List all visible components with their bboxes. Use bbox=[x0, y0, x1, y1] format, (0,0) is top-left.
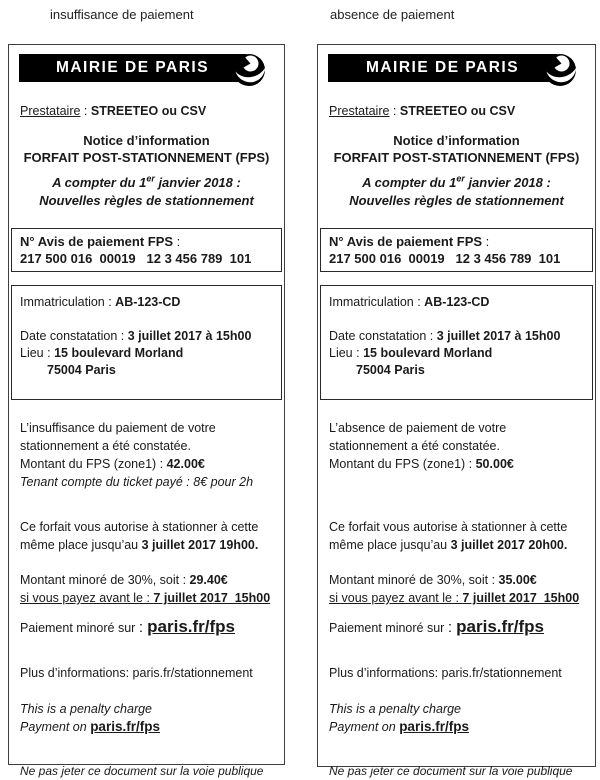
vehicle-details-box bbox=[11, 285, 282, 400]
forfait-deadline: 3 juillet 2017 19h00. bbox=[141, 538, 259, 552]
montant-minore-value: 29.40€ bbox=[189, 573, 228, 587]
montant-minore-line: Montant minoré de 30%, soit : 29.40€ bbox=[20, 573, 228, 587]
constat-paragraph: L’absence de paiement de votre stationnement a été constatée. Montant du FPS (zone1) : 50.00€ bbox=[329, 419, 584, 491]
lieu-line: Lieu : 15 boulevard Morland bbox=[20, 346, 184, 360]
date-constatation-value: 3 juillet 2017 à 15h00 bbox=[436, 329, 561, 343]
avis-paiement-box bbox=[11, 228, 282, 272]
immatriculation-value: AB-123-CD bbox=[115, 295, 181, 309]
penalty-charge-block: This is a penalty charge Payment on paris.fr/fps bbox=[329, 702, 469, 734]
immatriculation-line: Immatriculation : AB-123-CD bbox=[20, 295, 181, 309]
payez-avant-date: 7 juillet 2017 15h00 bbox=[462, 591, 580, 605]
subtitle-line-2: Nouvelles règles de stationnement bbox=[39, 193, 254, 208]
montant-minore-line: Montant minoré de 30%, soit : 35.00€ bbox=[329, 573, 537, 587]
date-constatation-line: Date constatation : 3 juillet 2017 à 15h00 bbox=[329, 329, 561, 343]
montant-fps-value: 42.00€ bbox=[166, 457, 205, 471]
caption-insuffisance-de-paiement: insuffisance de paiement bbox=[50, 7, 194, 22]
paris-fr-fps-link[interactable]: paris.fr/fps bbox=[456, 617, 545, 636]
avis-number: 217 500 016 00019 12 3 456 789 101 bbox=[329, 251, 561, 266]
caption-absence-de-paiement: absence de paiement bbox=[330, 7, 455, 22]
plus-informations-line: Plus d’informations: paris.fr/stationnement bbox=[20, 666, 253, 680]
title-line-1: Notice d’information bbox=[83, 133, 210, 148]
montant-fps-value: 50.00€ bbox=[475, 457, 514, 471]
notice-title bbox=[318, 132, 595, 166]
avis-number: 217 500 016 00019 12 3 456 789 101 bbox=[20, 251, 252, 266]
paris-fr-fps-link[interactable]: paris.fr/fps bbox=[147, 617, 236, 636]
montant-minore-block bbox=[329, 571, 584, 607]
prestataire-label: Prestataire bbox=[329, 104, 390, 118]
mairie-de-paris-banner bbox=[328, 54, 557, 82]
forfait-deadline: 3 juillet 2017 20h00. bbox=[450, 538, 568, 552]
footer-note: Ne pas jeter ce document sur la voie publique bbox=[20, 764, 264, 778]
notice-subtitle bbox=[9, 174, 284, 210]
notice-title bbox=[9, 132, 284, 166]
immatriculation-line: Immatriculation : AB-123-CD bbox=[329, 295, 490, 309]
prestataire-line: Prestataire : STREETEO ou CSV bbox=[20, 104, 207, 118]
immatriculation-value: AB-123-CD bbox=[424, 295, 490, 309]
constat-paragraph: L’insuffisance du paiement de votre stationnement a été constatée. Montant du FPS (zone1) : 42.00€ Tenant compte du ticket payé : 8€ pour 2h bbox=[20, 419, 273, 491]
date-constatation-line: Date constatation : 3 juillet 2017 à 15h00 bbox=[20, 329, 252, 343]
date-constatation-value: 3 juillet 2017 à 15h00 bbox=[127, 329, 252, 343]
mairie-de-paris-banner bbox=[19, 54, 246, 82]
banner-title: MAIRIE DE PARIS bbox=[55, 59, 210, 76]
title-line-2: FORFAIT POST-STATIONNEMENT (FPS) bbox=[333, 150, 580, 165]
paiement-minore-line: Paiement minoré sur : paris.fr/fps bbox=[20, 617, 236, 636]
ticket-note bbox=[329, 473, 584, 491]
notice-absence bbox=[317, 44, 596, 778]
montant-fps-line: Montant du FPS (zone1) : 42.00€ bbox=[20, 457, 205, 471]
vehicle-details-box bbox=[320, 285, 593, 400]
paiement-minore-line: Paiement minoré sur : paris.fr/fps bbox=[329, 617, 545, 636]
lieu-line-2: 75004 Paris bbox=[47, 363, 116, 377]
montant-fps-line: Montant du FPS (zone1) : 50.00€ bbox=[329, 457, 514, 471]
prestataire-line: Prestataire : STREETEO ou CSV bbox=[329, 104, 516, 118]
paris-fr-fps-link-en[interactable]: paris.fr/fps bbox=[399, 719, 469, 734]
ticket-note: Tenant compte du ticket payé : 8€ pour 2h bbox=[20, 475, 254, 489]
subtitle-line-2: Nouvelles règles de stationnement bbox=[349, 193, 564, 208]
paris-fr-fps-link-en[interactable]: paris.fr/fps bbox=[90, 719, 160, 734]
prestataire-value: STREETEO ou CSV bbox=[90, 104, 207, 118]
lieu-line: Lieu : 15 boulevard Morland bbox=[329, 346, 493, 360]
footer-note: Ne pas jeter ce document sur la voie publique bbox=[329, 764, 573, 778]
mairie-de-paris-logo-icon bbox=[232, 52, 268, 90]
plus-informations-line: Plus d’informations: paris.fr/stationnement bbox=[329, 666, 562, 680]
montant-minore-block bbox=[20, 571, 273, 607]
avis-label: N° Avis de paiement FPS : bbox=[329, 234, 490, 249]
forfait-paragraph: Ce forfait vous autorise à stationner à cette même place jusqu’au 3 juillet 2017 20h00. bbox=[329, 520, 568, 552]
payez-avant-line: si vous payez avant le : 7 juillet 2017 15h00 bbox=[329, 591, 580, 605]
notice-insuffisance bbox=[8, 44, 285, 778]
prestataire-value: STREETEO ou CSV bbox=[399, 104, 516, 118]
payez-avant-line: si vous payez avant le : 7 juillet 2017 15h00 bbox=[20, 591, 271, 605]
title-line-2: FORFAIT POST-STATIONNEMENT (FPS) bbox=[23, 150, 270, 165]
lieu-value: 15 boulevard Morland bbox=[54, 346, 184, 360]
title-line-1: Notice d’information bbox=[393, 133, 520, 148]
montant-minore-value: 35.00€ bbox=[498, 573, 537, 587]
forfait-paragraph: Ce forfait vous autorise à stationner à cette même place jusqu’au 3 juillet 2017 19h00. bbox=[20, 520, 259, 552]
prestataire-label: Prestataire bbox=[20, 104, 81, 118]
penalty-charge-block: This is a penalty charge Payment on paris.fr/fps bbox=[20, 702, 160, 734]
avis-paiement-box bbox=[320, 228, 593, 272]
notice-subtitle bbox=[318, 174, 595, 210]
avis-label: N° Avis de paiement FPS : bbox=[20, 234, 181, 249]
payez-avant-date: 7 juillet 2017 15h00 bbox=[153, 591, 271, 605]
banner-title: MAIRIE DE PARIS bbox=[365, 59, 520, 76]
subtitle-line-1: A compter du 1er janvier 2018 : bbox=[52, 173, 241, 190]
lieu-line-2: 75004 Paris bbox=[356, 363, 425, 377]
subtitle-line-1: A compter du 1er janvier 2018 : bbox=[362, 173, 551, 190]
lieu-value: 15 boulevard Morland bbox=[363, 346, 493, 360]
mairie-de-paris-logo-icon bbox=[543, 52, 579, 90]
